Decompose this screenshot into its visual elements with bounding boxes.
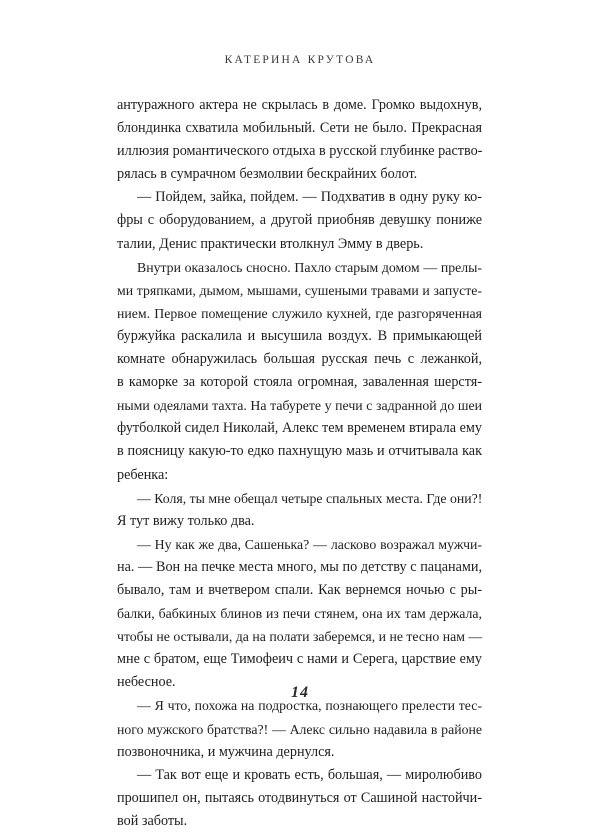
text-line: в поясницу какую-то едко пахнущую мазь и отчитывала как	[117, 443, 482, 460]
text-line: иллюзия романтического отдыха в русской глубинке раство-	[117, 143, 483, 160]
text-line: чтобы не остывали, да на полати заберемся, и не тесно нам —	[117, 629, 483, 645]
text-line: ного мужского братства?! — Алекс сильно надавила в районе	[117, 721, 482, 737]
text-line: фры с оборудованием, а другой приобняв девушку пониже	[117, 212, 482, 229]
text-line: Я тут вижу только два.	[117, 512, 255, 529]
text-line: ми тряпками, дымом, мышами, сушеными травами и запусте-	[117, 282, 482, 298]
text-line: прошипел он, пытаясь отодвинуться от Сашиной настойчи-	[117, 789, 482, 806]
text-line: — Ну как же два, Сашенька? — ласково возражал мужчи-	[137, 536, 482, 552]
text-line: нием. Первое помещение служило кухней, где разгоряченная	[117, 305, 482, 321]
text-line: ребенка:	[117, 466, 169, 483]
text-line: футболкой сидел Николай, Алекс тем временем втирала ему	[117, 420, 482, 437]
text-line: буржуйка раскалила и высушила воздух. В примыкающей	[117, 327, 482, 344]
text-line: комнате обнаружилась большая русская печь с лежанкой,	[117, 351, 482, 368]
text-line: позвоночника, и мужчина дернулся.	[117, 743, 335, 760]
text-line: — Я что, похожа на подростка, познающего прелести тес-	[137, 698, 482, 714]
text-line: — Так вот еще и кровать есть, большая, — миролюбиво	[137, 766, 482, 783]
page-number: 14	[291, 684, 309, 701]
text-line: блондинка схватила мобильный. Сети не было. Прекрасная	[117, 120, 482, 137]
text-line: — Пойдем, зайка, пойдем. — Подхватив в одну руку ко-	[137, 189, 482, 206]
running-head-author: КАТЕРИНА КРУТОВА	[224, 54, 376, 66]
text-line: небесное.	[117, 674, 176, 691]
text-line: на. — Вон на печке места много, мы по детству с пацанами,	[117, 558, 482, 575]
text-line: талии, Денис практически втолкнул Эмму в дверь.	[117, 235, 424, 252]
text-line: в каморке за которой стояла огромная, заваленная шерстя-	[117, 374, 482, 391]
body-text	[117, 94, 482, 833]
text-line: — Коля, ты мне обещал четыре спальных места. Где они?!	[137, 490, 483, 506]
text-line: антуражного актера не скрылась в доме. Громко выдохнув,	[117, 97, 482, 113]
text-line: вой заботы.	[117, 812, 188, 829]
text-line: ными одеялами тахта. На табурете у печи с задранной до шеи	[117, 398, 482, 414]
text-line: рялась в сумрачном безмолвии бескрайних болот.	[117, 166, 418, 183]
text-line: мне с братом, еще Тимофеич с нами и Серега, царствие ему	[117, 651, 482, 668]
text-line: балки, бабкиных блинов из печи стянем, она их там держала,	[117, 606, 482, 622]
text-line: Внутри оказалось сносно. Пахло старым домом — прелы-	[137, 259, 482, 275]
text-line: бывало, там и вчетвером спали. Как вернемся ночью с ры-	[117, 581, 482, 598]
